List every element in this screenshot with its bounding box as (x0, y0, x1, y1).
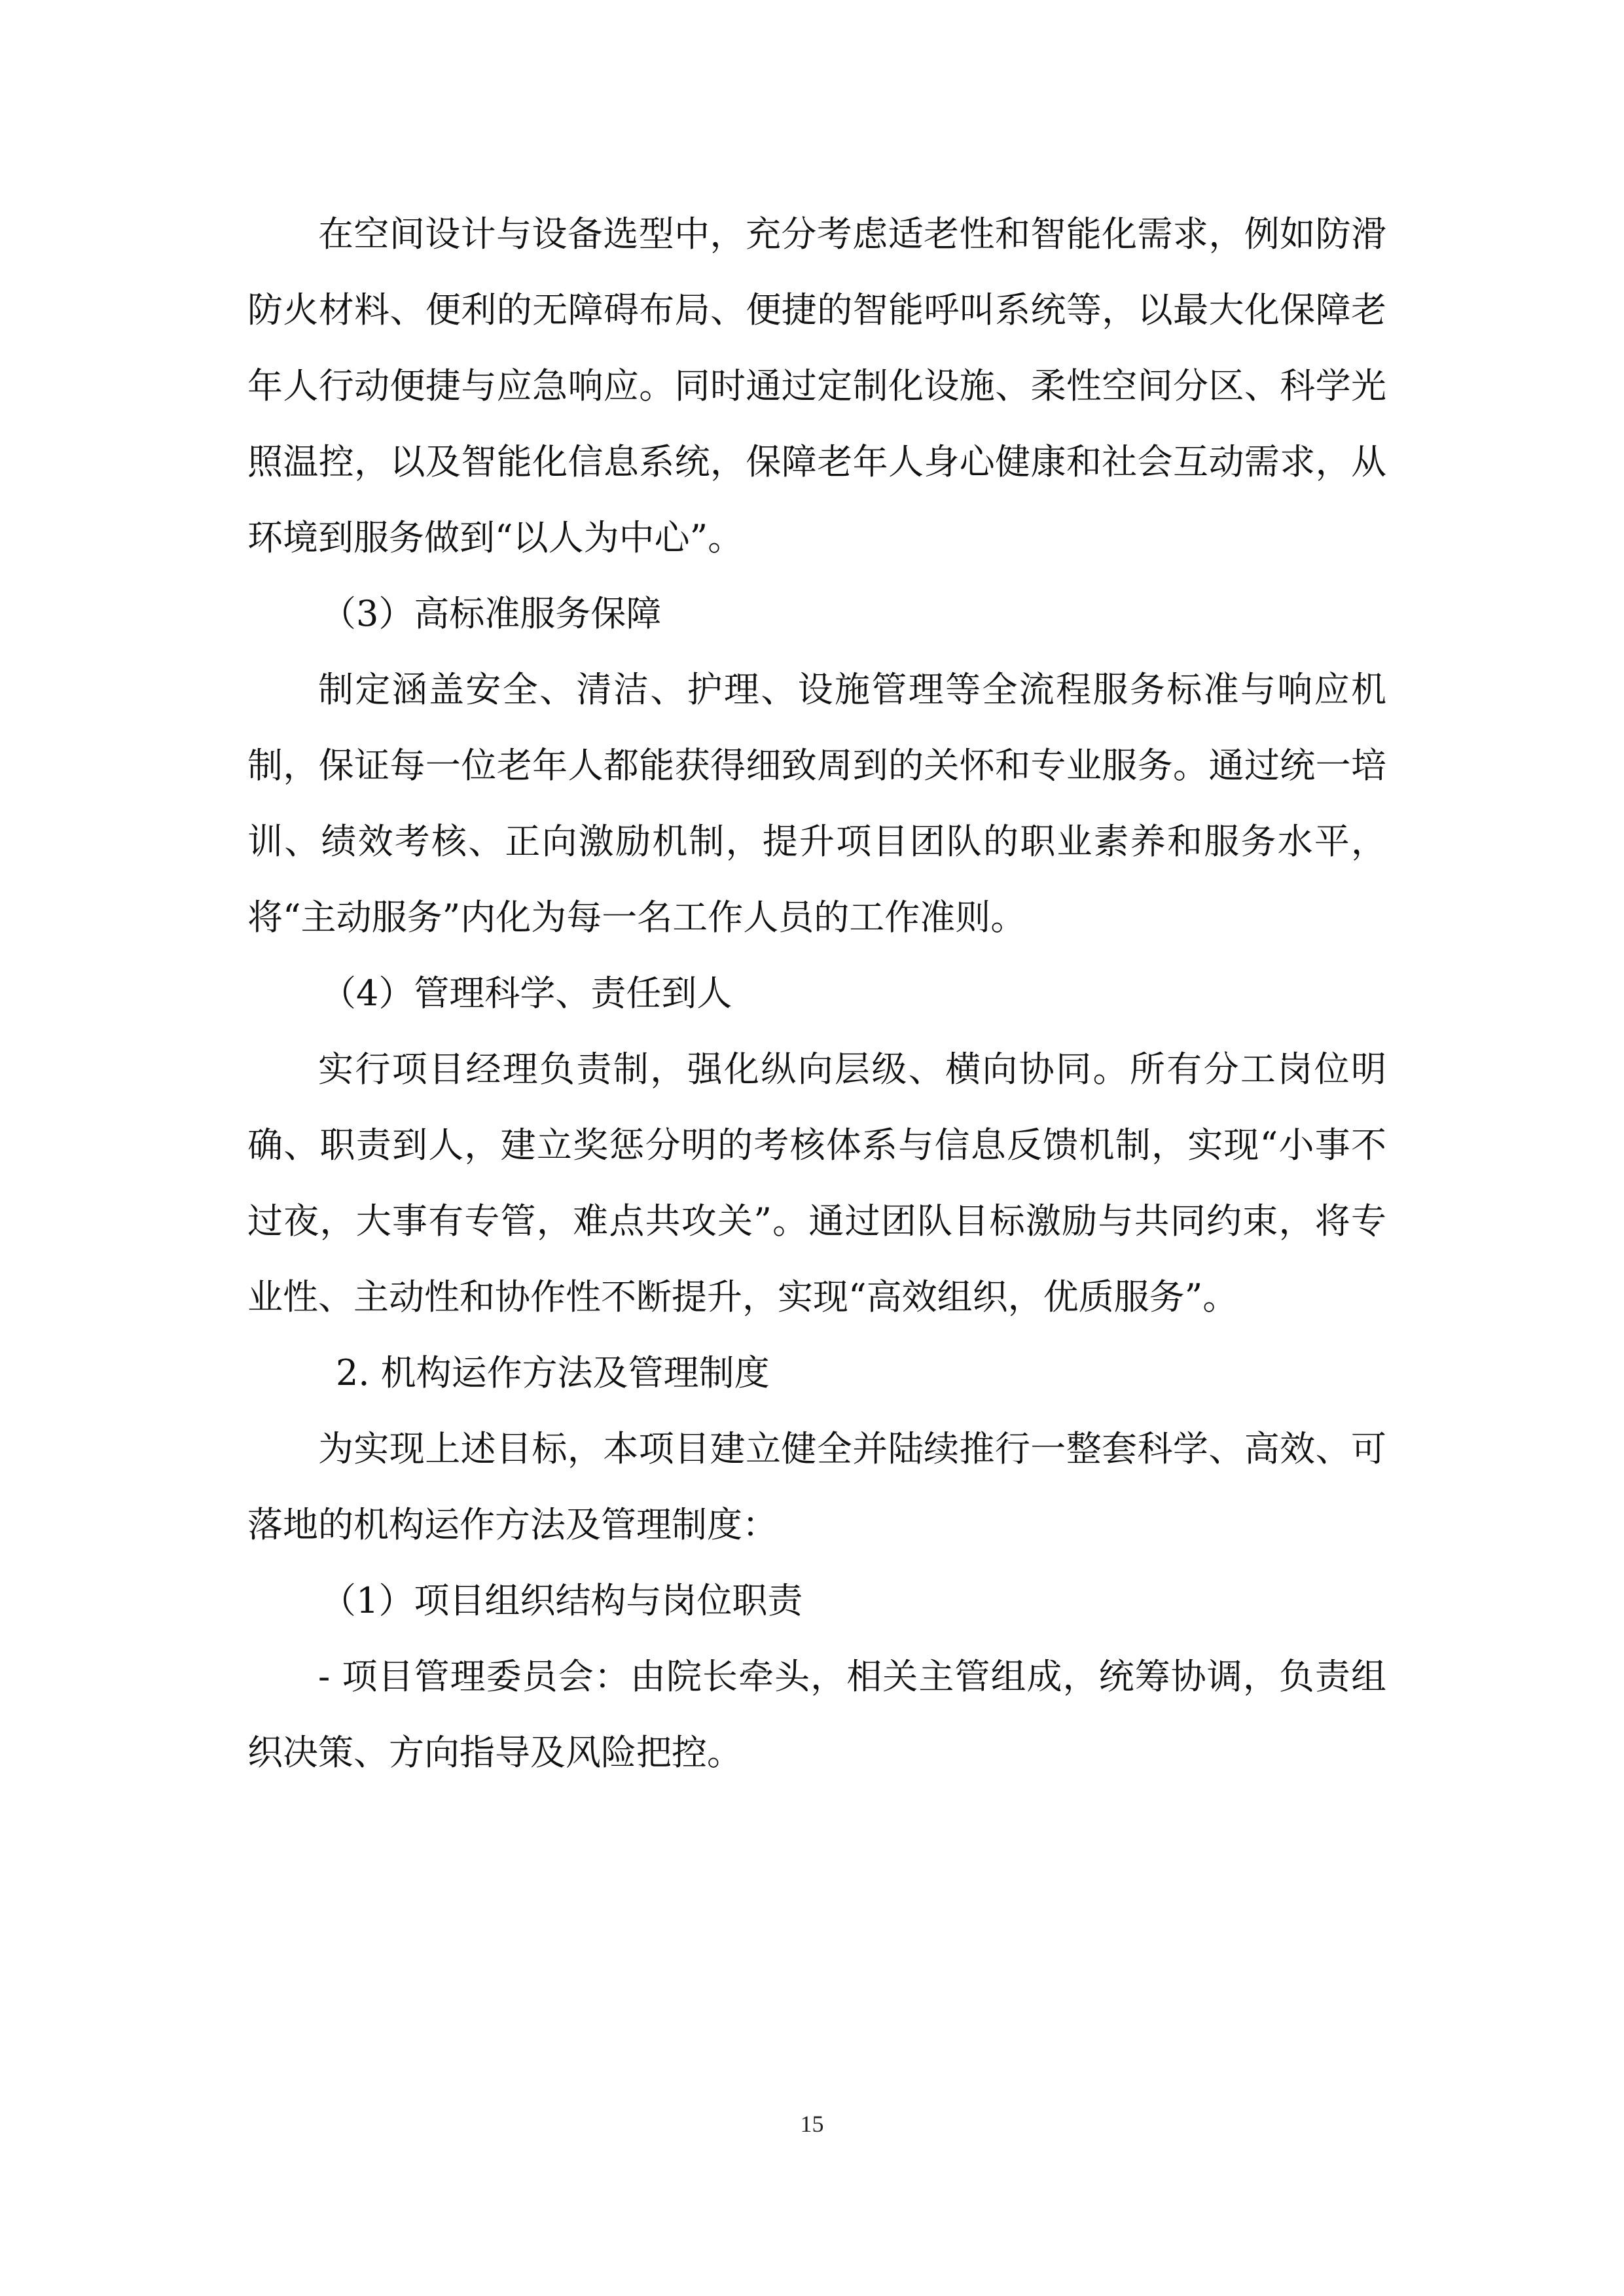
page-number: 15 (800, 2111, 824, 2137)
paragraph-service-standard: 制定涵盖安全、清洁、护理、设施管理等全流程服务标准与响应机制，保证每一位老年人都能获得细致周到的关怀和专业服务。通过统一培训、绩效考核、正向激励机制，提升项目团队的职业素养和服务水平，将“主动服务”内化为每一名工作人员的工作准则。 (247, 669, 1386, 938)
paragraph-management: 实行项目经理负责制，强化纵向层级、横向协同。所有分工岗位明确、职责到人，建立奖惩分明的考核体系与信息反馈机制，实现“小事不过夜，大事有专管，难点共攻关”。通过团队目标激励与共同约束，将专业性、主动性和协作性不断提升，实现“高效组织，优质服务”。 (247, 1049, 1386, 1318)
heading-service-standard: （3）高标准服务保障 (321, 593, 662, 634)
paragraph-operation-intro: 为实现上述目标，本项目建立健全并陆续推行一整套科学、高效、可落地的机构运作方法及管理制度： (247, 1428, 1386, 1545)
heading-operation-methods: 2. 机构运作方法及管理制度 (336, 1352, 770, 1393)
heading-org-structure: （1）项目组织结构与岗位职责 (321, 1580, 803, 1621)
page-body (247, 196, 1386, 1791)
paragraph-space-design: 在空间设计与设备选型中，充分考虑适老性和智能化需求，例如防滑防火材料、便利的无障碍布局、便捷的智能呼叫系统等，以最大化保障老年人行动便捷与应急响应。同时通过定制化设施、柔性空间分区、科学光照温控，以及智能化信息系统，保障老年人身心健康和社会互动需求，从环境到服务做到“以人为中心”。 (247, 213, 1386, 558)
list-item-management-committee: - 项目管理委员会：由院长牵头，相关主管组成，统筹协调，负责组织决策、方向指导及风险把控。 (247, 1656, 1386, 1773)
heading-management: （4）管理科学、责任到人 (321, 973, 732, 1014)
